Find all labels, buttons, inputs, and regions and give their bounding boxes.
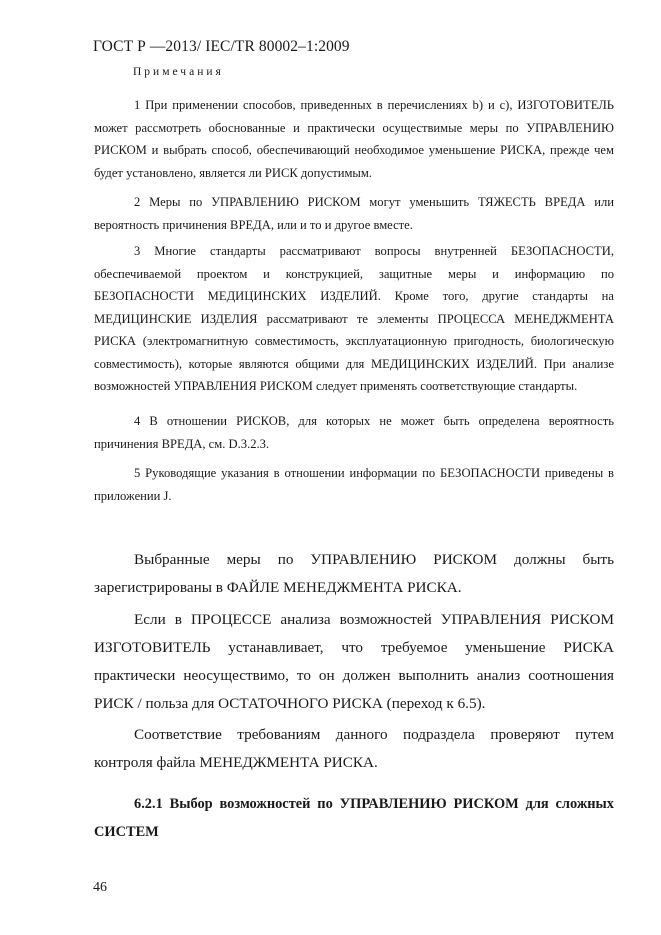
note-1 [94, 94, 614, 184]
body-paragraph-1 [94, 546, 614, 602]
note-text: 2 Меры по УПРАВЛЕНИЮ РИСКОМ могут уменьшить ТЯЖЕСТЬ ВРЕДА или вероятность причинения ВРЕДА, или и то и другое вместе. [94, 195, 614, 232]
note-text: 5 Руководящие указания в отношении информации по БЕЗОПАСНОСТИ приведены в приложении J. [94, 466, 614, 503]
section-heading [94, 790, 614, 846]
paragraph-text: Выбранные меры по УПРАВЛЕНИЮ РИСКОМ должны быть зарегистрированы в ФАЙЛЕ МЕНЕДЖМЕНТА РИСКА. [94, 551, 614, 596]
body-paragraph-2 [94, 606, 614, 718]
note-2 [94, 191, 614, 236]
paragraph-text: Если в ПРОЦЕССЕ анализа возможностей УПРАВЛЕНИЯ РИСКОМ ИЗГОТОВИТЕЛЬ устанавливает, что требуемое уменьшение РИСКА практически неосуществимо, то он должен выполнить анализ соотношения РИСК / польза для ОСТАТОЧНОГО РИСКА (переход к 6.5). [94, 611, 614, 712]
notes-title: Примечания [133, 66, 224, 78]
note-text: 1 При применении способов, приведенных в перечислениях b) и c), ИЗГОТОВИТЕЛЬ может рассмотреть обоснованные и практически осуществимые меры по УПРАВЛЕНИЮ РИСКОМ и выбрать способ, обеспечивающий необходимое уменьшение РИСКА, прежде чем будет установлено, является ли РИСК допустимым. [94, 98, 614, 180]
section-heading-text: 6.2.1 Выбор возможностей по УПРАВЛЕНИЮ РИСКОМ для сложных СИСТЕМ [94, 796, 614, 840]
note-4 [94, 410, 614, 455]
paragraph-text: Соответствие требованиям данного подраздела проверяют путем контроля файла МЕНЕДЖМЕНТА РИСКА. [94, 726, 614, 771]
note-text: 3 Многие стандарты рассматривают вопросы внутренней БЕЗОПАСНОСТИ, обеспечиваемой проектом и конструкцией, защитные меры и информацию по БЕЗОПАСНОСТИ МЕДИЦИНСКИХ ИЗДЕЛИЙ. Кроме того, другие стандарты на МЕДИЦИНСКИЕ ИЗДЕЛИЯ рассматривают те элементы ПРОЦЕССА МЕНЕДЖМЕНТА РИСКА (электромагнитную совместимость, эксплуатационную пригодность, биологическую совместимость), которые являются общими для МЕДИЦИНСКИХ ИЗДЕЛИЙ. При анализе возможностей УПРАВЛЕНИЯ РИСКОМ следует применять соответствующие стандарты. [94, 244, 614, 393]
page-number: 46 [93, 880, 107, 895]
note-text: 4 В отношении РИСКОВ, для которых не может быть определена вероятность причинения ВРЕДА, см. D.3.2.3. [94, 414, 614, 451]
note-3 [94, 240, 614, 398]
document-header: ГОСТ Р —2013/ IEC/TR 80002–1:2009 [93, 38, 350, 55]
note-5 [94, 462, 614, 507]
body-paragraph-3 [94, 721, 614, 777]
